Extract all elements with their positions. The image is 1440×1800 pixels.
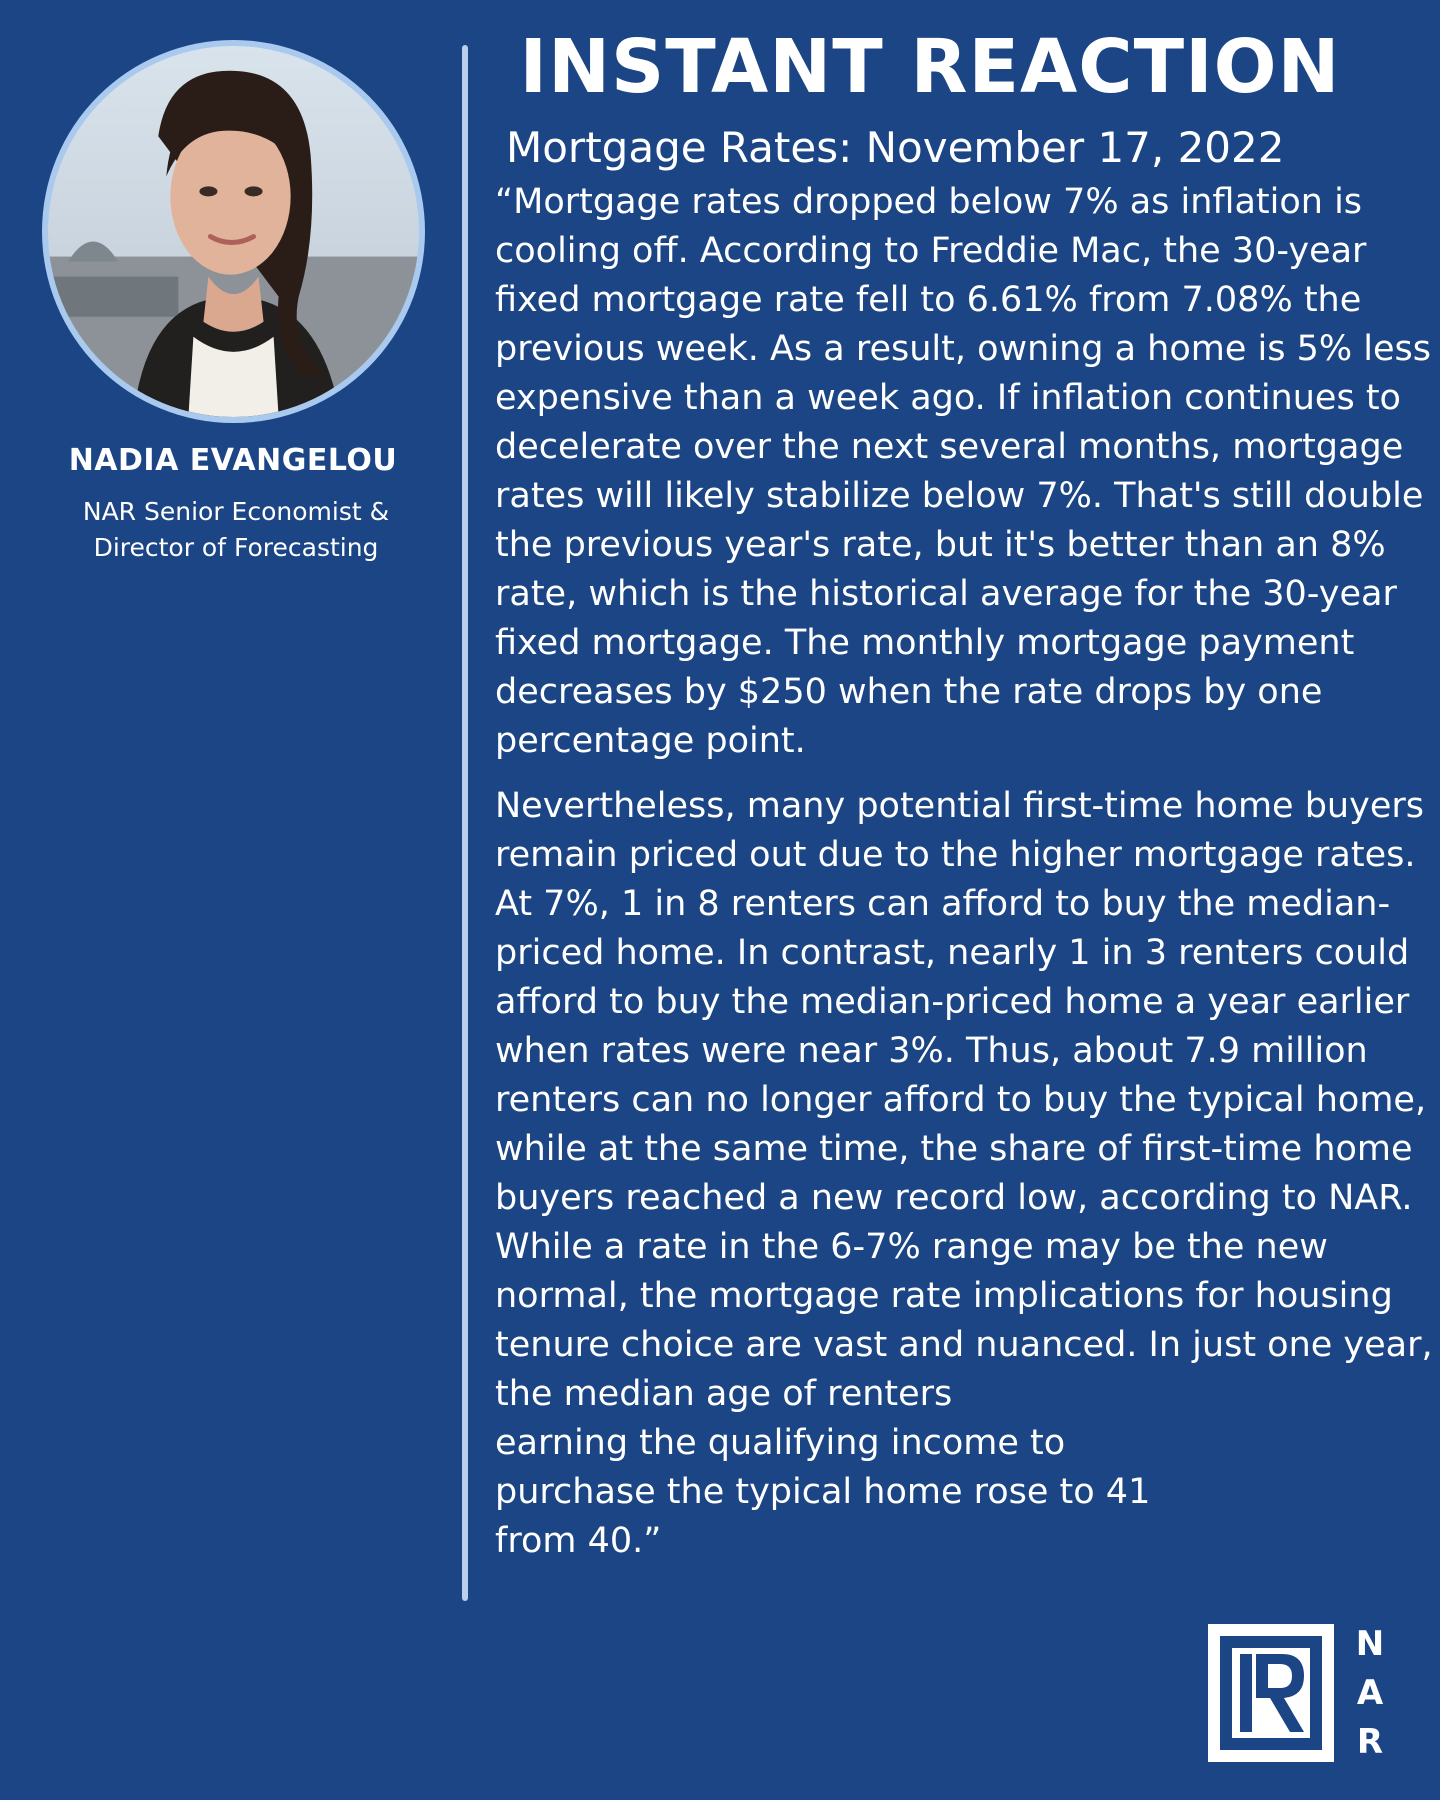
speaker-portrait bbox=[42, 40, 425, 423]
nar-letter-r: R bbox=[1356, 1722, 1384, 1762]
nar-letter-a: A bbox=[1356, 1673, 1384, 1713]
quote-paragraph-2 bbox=[495, 782, 1435, 1566]
nar-logo bbox=[1208, 1624, 1398, 1774]
portrait-image bbox=[48, 46, 419, 417]
speaker-title bbox=[0, 494, 472, 566]
vertical-divider bbox=[462, 45, 468, 1601]
speaker-title-line-1: NAR Senior Economist & bbox=[82, 497, 390, 526]
speaker-panel bbox=[0, 0, 460, 1800]
quote-body bbox=[495, 178, 1435, 1566]
speaker-name: NADIA EVANGELOU bbox=[68, 443, 398, 478]
quote-paragraph-1: “Mortgage rates dropped below 7% as inflation is cooling off. According to Freddie Mac, the 30-year fixed mortgage rate fell to 6.61% from 7.08% the previous week. As a result, owning a home is 5% less expensive than a week ago. If inflation continues to decelerate over the next several months, mortgage rates will likely stabilize below 7%. That's still double the previous year's rate, but it's better than an 8% rate, which is the historical average for the 30-year fixed mortgage. The monthly mortgage payment decreases by $250 when the rate drops by one percentage point. bbox=[495, 182, 1431, 761]
quote-paragraph-2-main: Nevertheless, many potential first-time home buyers remain priced out due to the higher mortgage rates. At 7%, 1 in 8 renters can afford to buy the median-priced home. In contrast, nearly 1 in 3 renters could afford to buy the median-priced home a year earlier when rates were near 3%. Thus, about 7.9 million renters can no longer afford to buy the typical home, while at the same time, the share of first-time home buyers reached a new record low, according to NAR. While a rate in the 6-7% range may be the new normal, the mortgage rate implications for housing tenure choice are vast and nuanced. In just one year, the median age of renters bbox=[495, 786, 1433, 1414]
page-title: INSTANT REACTION bbox=[519, 24, 1341, 110]
nar-letters bbox=[1350, 1620, 1390, 1767]
page-subtitle: Mortgage Rates: November 17, 2022 bbox=[506, 123, 1285, 172]
nar-letter-n: N bbox=[1355, 1624, 1385, 1664]
realtor-r-icon bbox=[1208, 1624, 1334, 1762]
speaker-title-line-2: Director of Forecasting bbox=[93, 533, 379, 562]
quote-paragraph-2-tail: earning the qualifying income to purchase the typical home rose to 41 from 40.” bbox=[495, 1423, 1151, 1561]
